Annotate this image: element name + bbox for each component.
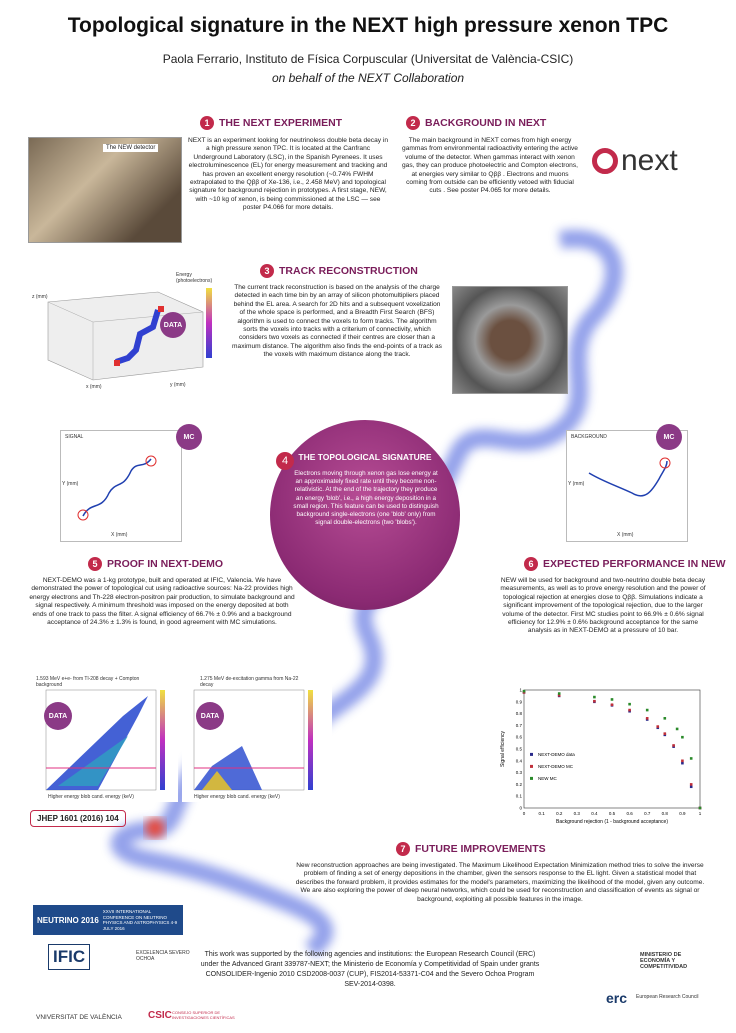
y-tick-label: 0.2 — [515, 781, 522, 787]
data-point — [699, 807, 702, 810]
heatmap-2-svg — [182, 676, 332, 802]
data-point — [611, 703, 614, 706]
csic-logo: CSIC — [148, 1010, 172, 1021]
neutrino-subtitle: XXVII INTERNATIONAL CONFERENCE ON NEUTRINO PHYSICS AND ASTROPHYSICS 4-9 JULY 2016 — [102, 909, 178, 931]
legend-marker — [530, 765, 533, 768]
section-title: FUTURE IMPROVEMENTS — [415, 843, 546, 855]
data-point — [681, 736, 684, 739]
mc-tag: MC — [656, 424, 682, 450]
data-point — [523, 690, 526, 693]
chamber-photo — [452, 286, 568, 394]
data-point — [656, 725, 659, 728]
data-point — [664, 717, 667, 720]
section-title: BACKGROUND IN NEXT — [425, 117, 547, 129]
y-tick-label: 0.8 — [515, 711, 522, 717]
photo-label: The NEW detector — [103, 144, 158, 152]
x-tick-label: 0.9 — [679, 811, 686, 816]
x-tick-label: 0.1 — [538, 811, 545, 816]
demo-background-heatmap — [182, 676, 332, 802]
demo-signal-heatmap — [28, 676, 178, 802]
x-tick-label: 0.7 — [644, 811, 651, 816]
data-tag: DATA — [160, 312, 186, 338]
section-title: THE NEXT EXPERIMENT — [219, 117, 343, 129]
next-logo-icon — [592, 148, 618, 174]
section-3-header — [260, 264, 418, 278]
section-7-header — [396, 842, 546, 856]
x-tick-label: 1 — [698, 811, 702, 816]
mc-signal-plot — [60, 430, 182, 542]
data-point — [664, 732, 667, 735]
section-number: 5 — [88, 557, 102, 571]
y-tick-label: 0.4 — [515, 758, 522, 764]
y-tick-label: 0.9 — [515, 699, 522, 705]
neutrino-title: NEUTRINO 2016 — [37, 915, 99, 925]
legend-label: NEXT-DEMO data — [538, 751, 575, 757]
section-4-title: THE TOPOLOGICAL SIGNATURE — [298, 452, 432, 462]
section-2-text: The main background in NEXT comes from high energy gammas from environmental radioactivity entering the active volume of the detector. When gammas interact with xenon gas, they can produce photoelectric and Compton electrons, at energies very similar to Qββ . Electrons and muons coming from outside can be efficiently vetoed with fiducial cuts . See poster P4.065 for more details. — [402, 137, 578, 195]
section-4-number: 4 — [276, 452, 294, 470]
section-number: 1 — [200, 116, 214, 130]
energy-colorbar-label: Energy (photoelectrons) — [176, 272, 213, 284]
section-3-text: The current track reconstruction is based on the analysis of the charge detected in each time bin by an array of silicon photomultipliers placed behind the EL area. A search for 2D hits and a subsequent voxelization of the whole space is performed, and a Breadth First Search (BFS) algorithm is used to connect the voxels to form tracks. The algorithm sorts the voxels into tracks with a criterium of connectivity, which considers two voxels as connected if their centres are closer than a maximum distance. The algorithm also finds the end-points of a track as the voxels with maximum distance along the track. — [232, 284, 442, 359]
section-7-text: New reconstruction approaches are being investigated. The Maximum Likelihood Expectation Minimization method tries to solve the inverse problem of finding a set of energy depositions in the chamber, given the sensors response to the EL light. Given a statistical model that describes the forward problem, it provides estimates for the model's parameters, maximizing the likelihood of the model, given any outcome. We are also exploring the power of deep neural networks, which could be used for reconstruction and classification of events as signal or background, exploiting all possible features in the image. — [295, 862, 705, 903]
neutrino-2016-logo — [33, 905, 183, 935]
section-number: 2 — [406, 116, 420, 130]
severo-ochoa-logo: EXCELENCIA SEVERO OCHOA — [136, 950, 190, 962]
jhep-reference: JHEP 1601 (2016) 104 — [30, 810, 126, 827]
z-axis-label: z (mm) — [32, 294, 48, 300]
poster-title: Topological signature in the NEXT high pressure xenon TPC — [67, 14, 669, 37]
ific-logo: IFIC — [48, 944, 90, 970]
data-point — [672, 744, 675, 747]
mc-signal-svg — [61, 431, 181, 541]
data-tag: DATA — [196, 702, 224, 730]
track-3d-svg — [28, 272, 228, 394]
data-point — [593, 700, 596, 703]
y-axis-label: Y (mm) — [62, 481, 79, 487]
section-number: 6 — [524, 557, 538, 571]
mc-tag: MC — [176, 424, 202, 450]
x-axis-label: Background rejection (1 - background acceptance) — [555, 819, 669, 825]
data-point — [646, 717, 649, 720]
erc-logo: erc — [606, 990, 628, 1006]
y-tick-label: 1 — [519, 687, 522, 693]
plot-area — [524, 690, 700, 808]
legend-label: NEW MC — [538, 775, 557, 781]
section-5-header — [88, 557, 223, 571]
data-point — [690, 785, 693, 788]
y-tick-label: 0.1 — [515, 793, 522, 799]
section-title: PROOF IN NEXT-DEMO — [107, 558, 224, 570]
section-1-header — [200, 116, 342, 130]
section-6-header — [524, 557, 726, 571]
y-tick-label: 0 — [519, 805, 522, 811]
section-title: EXPECTED PERFORMANCE IN NEW — [543, 558, 726, 570]
data-point — [628, 709, 631, 712]
section-5-text: NEXT-DEMO was a 1-kg prototype, built and operated at IFIC, Valencia. We have demonstrated the power of topological cut using radioactive sources: Na-22 provides high energy electrons and Th-228 electron-positron pair production, to simulate background and signal respectively. A minimum threshold was imposed on the energy deposited at both ends of one track to pass the filter. A signal efficiency of 66.7% ± 0.9% and a background acceptance of 24.3% ± 1.3% is found, in good agreement with MC simulations. — [29, 577, 295, 627]
author-line: Paola Ferrario, Instituto de Física Corpuscular (Universitat de València-CSIC) — [162, 52, 574, 66]
y-axis-label: Y (mm) — [568, 481, 585, 487]
data-point — [690, 783, 693, 786]
x-tick-label: 0.6 — [626, 811, 633, 816]
x-tick-label: 0.8 — [661, 811, 668, 816]
x-tick-label: 0.4 — [591, 811, 598, 816]
data-tag: DATA — [44, 702, 72, 730]
section-2-header — [406, 116, 546, 130]
section-number: 7 — [396, 842, 410, 856]
track-3d-plot — [28, 272, 228, 394]
uv-logo: VNIVERSITAT DE VALÈNCIA — [36, 1014, 122, 1021]
new-detector-photo — [28, 137, 182, 243]
section-number: 3 — [260, 264, 274, 278]
data-point — [628, 703, 631, 706]
y-tick-label: 0.5 — [515, 746, 522, 752]
section-4-text: Electrons moving through xenon gas lose energy at an approximately fixed rate until they become non-relativistic. At the end of the trajectory they produce an energy 'blob', i.e., a high energy deposition in a small region. This feature can be used to distinguish background single-electrons (one 'blob' only) from signal double-electrons (two 'blobs'). — [293, 470, 439, 527]
roc-chart — [498, 684, 708, 834]
data-point — [690, 757, 693, 760]
signal-label: SIGNAL — [65, 434, 84, 440]
data-point — [676, 728, 679, 731]
background-label: BACKGROUND — [571, 434, 607, 440]
x-tick-label: 0.5 — [608, 811, 616, 816]
y-tick-label: 0.3 — [515, 770, 522, 776]
x-tick-label: 0.2 — [556, 811, 563, 816]
data-point — [681, 762, 684, 765]
heatmap-1-svg — [28, 676, 178, 802]
x-axis-label: X (mm) — [617, 532, 634, 538]
plot-title: 1.275 MeV de-excitation gamma from Na-22 decay — [200, 676, 299, 688]
plot-title: 1.593 MeV e+e- from Tl-208 decay + Compton background — [36, 676, 140, 688]
data-point — [646, 709, 649, 712]
legend-marker — [530, 753, 533, 756]
legend-label: NEXT-DEMO MC — [538, 763, 574, 769]
csic-subtitle: CONSEJO SUPERIOR DE INVESTIGACIONES CIENTÍFICAS — [172, 1010, 235, 1020]
x-axis-label: X (mm) — [111, 532, 128, 538]
section-title: TRACK RECONSTRUCTION — [279, 265, 418, 277]
y-tick-label: 0.6 — [515, 734, 522, 740]
roc-chart-svg — [498, 684, 708, 834]
erc-subtitle: European Research Council — [636, 994, 699, 1000]
legend-marker — [530, 777, 533, 780]
data-point — [558, 692, 561, 695]
next-logo — [592, 144, 678, 178]
x-axis-label: x (mm) — [86, 384, 102, 390]
x-tick-label: 0.3 — [573, 811, 580, 816]
collaboration-line: on behalf of the NEXT Collaboration — [271, 71, 465, 85]
data-point — [593, 696, 596, 699]
ministerio-logo: MINISTERIO DE ECONOMÍA Y COMPETITIVIDAD — [640, 952, 688, 970]
next-logo-text: next — [621, 144, 678, 177]
data-point — [611, 698, 614, 701]
x-axis-label: Higher energy blob cand. energy (keV) — [48, 794, 134, 800]
section-1-text: NEXT is an experiment looking for neutrinoless double beta decay in a high pressure xenon TPC. It is located at the Canfranc Underground Laboratory (LSC), in the Spanish Pyrenees. It uses electroluminescence (EL) for energy measurement and tracking and has proven an excellent energy resolution (~0.74% FWHM extrapolated to the Qββ of Xe-136, i.e., 2.458 MeV) and topological signature for background rejection in prototypes. A first stage, NEW, with ~10 kg of xenon, is being commissioned at the LSC — see poster P4.066 for more details. — [188, 137, 389, 212]
acknowledgement-text: This work was supported by the following agencies and institutions: the European Research Council (ERC) under the Advanced Grant 339787-NEXT; the Ministerio de Economía y Competitividad of Spain under grants CONSOLIDER-Ingenio 2010 CSD2008-0037 (CUP), FIS2014-53371-C04 and the Severo Ochoa Program SEV-2014-0398. — [200, 951, 540, 988]
y-axis-label: y (mm) — [170, 382, 186, 388]
y-tick-label: 0.7 — [515, 722, 522, 728]
x-tick-label: 0 — [522, 811, 526, 816]
x-axis-label: Higher energy blob cand. energy (keV) — [194, 794, 280, 800]
section-6-text: NEW will be used for background and two-neutrino double beta decay measurements, as well as to prove energy resolution and the power of topological rejection at energies close to Qββ. Simulations indicate a significant improvement of the topological rejection, due to the larger volume of the detector. First MC studies point to 66.9% ± 0.6% signal efficiency for 12.9% ± 0.6% background acceptance for the same analysis as in NEXT-DEMO at a pressure of 10 bar. — [500, 577, 706, 635]
data-point — [681, 760, 684, 763]
y-axis-label: Signal efficiency — [500, 730, 506, 768]
